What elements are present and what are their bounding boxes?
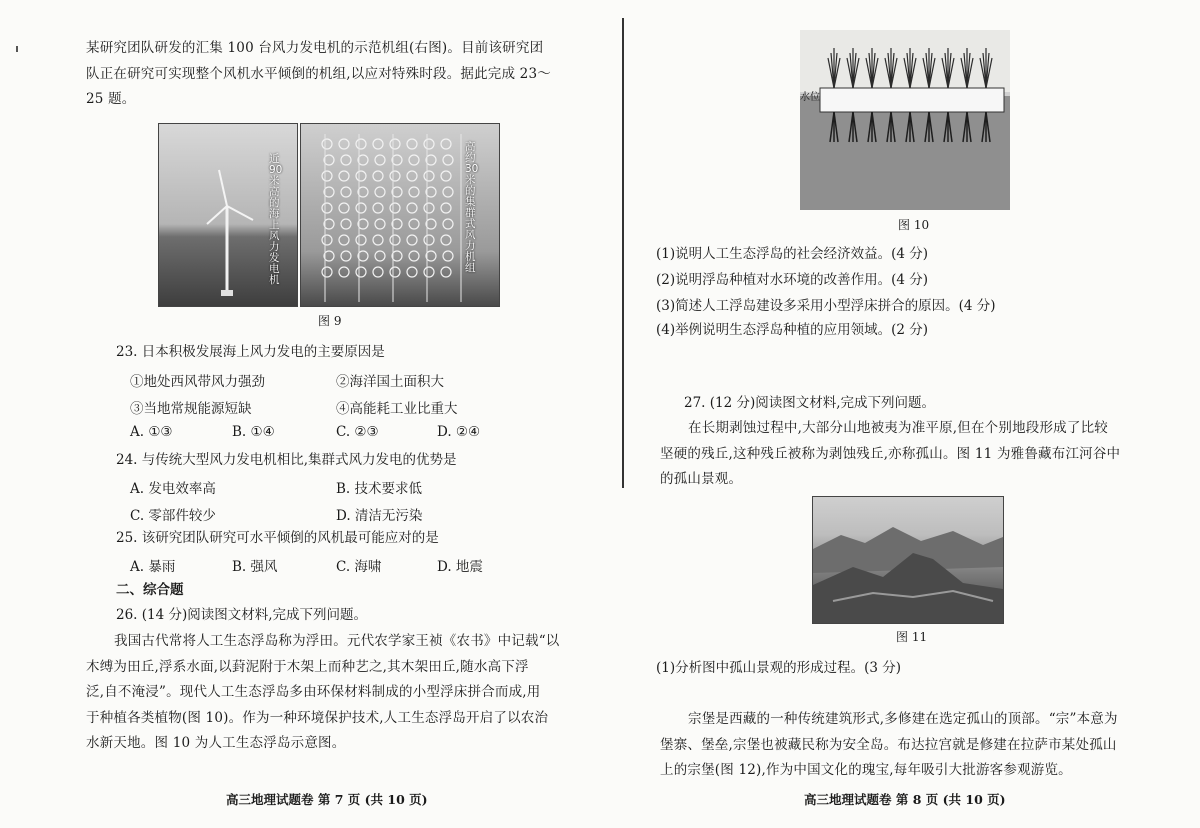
q24-option-d: D. 清洁无污染 <box>336 508 423 524</box>
small-turbine-rotor <box>443 155 453 165</box>
small-turbine-rotor <box>339 235 349 245</box>
small-turbine-rotor <box>341 187 351 197</box>
intro-line: 某研究团队研发的汇集 100 台风力发电机的示范机组(右图)。目前该研究团 <box>86 40 544 56</box>
small-turbine-rotor <box>390 139 400 149</box>
q25-option-d: D. 地震 <box>437 559 483 575</box>
figure9-cluster-turbine-photo <box>300 123 500 307</box>
small-turbine-rotor <box>322 267 332 277</box>
small-turbine-rotor <box>441 267 451 277</box>
small-turbine-rotor <box>341 219 351 229</box>
small-turbine-rotor <box>390 171 400 181</box>
q23-option-a: A. ①③ <box>130 424 173 440</box>
q23-option-d: D. ②④ <box>437 424 481 440</box>
q26-line: 木缚为田丘,浮系水面,以葑泥附于木架上而种艺之,其木架田丘,随水高下浮 <box>86 658 529 675</box>
turbine-blade <box>219 170 227 206</box>
small-turbine-rotor <box>443 251 453 261</box>
small-turbine-rotor <box>424 203 434 213</box>
right-footer: 高三地理试题卷 第 8 页 (共 10 页) <box>804 792 1006 807</box>
small-turbine-rotor <box>322 235 332 245</box>
figure9-left-label: 近90米高的海上风力发电机 <box>269 153 283 286</box>
small-turbine-rotor <box>373 171 383 181</box>
section-title: 二、综合题 <box>116 582 184 598</box>
turbine-blade <box>207 206 227 224</box>
small-turbine-rotor <box>373 203 383 213</box>
q26-sub4: (4)举例说明生态浮岛种植的应用领域。(2 分) <box>656 322 929 338</box>
dzong-line: 宗堡是西藏的一种传统建筑形式,多修建在选定孤山的顶部。“宗”本意为 <box>688 711 1118 727</box>
float-bed <box>820 88 1004 112</box>
page-divider <box>622 18 624 488</box>
small-turbine-rotor <box>409 251 419 261</box>
small-turbine-rotor <box>356 203 366 213</box>
figure11-caption: 图 11 <box>896 630 928 644</box>
q26-paragraph <box>86 629 560 757</box>
q23-stem: 23. 日本积极发展海上风力发电的主要原因是 <box>116 344 385 360</box>
small-turbine-rotor <box>424 235 434 245</box>
dzong-line: 堡寨、堡垒,宗堡也被藏民称为安全岛。布达拉宫就是修建在拉萨市某处孤山 <box>660 736 1117 753</box>
q23-statement: ④高能耗工业比重大 <box>336 401 458 417</box>
q27-paragraph <box>660 416 1120 493</box>
small-turbine-rotor <box>339 203 349 213</box>
small-turbine-rotor <box>322 203 332 213</box>
small-turbine-rotor <box>407 267 417 277</box>
q26-line: 于种植各类植物(图 10)。作为一种环境保护技术,人工生态浮岛开启了以农治 <box>86 709 549 726</box>
small-turbine-rotor <box>441 171 451 181</box>
small-turbine-rotor <box>441 139 451 149</box>
small-turbine-rotor <box>443 187 453 197</box>
q27-line: 在长期剥蚀过程中,大部分山地被夷为准平原,但在个别地段形成了比较 <box>688 420 1108 436</box>
small-turbine-rotor <box>341 251 351 261</box>
figure11-isolated-hill-photo <box>812 496 1004 624</box>
small-turbine-rotor <box>356 267 366 277</box>
intro-line: 队正在研究可实现整个风机水平倾倒的机组,以应对特殊时段。据此完成 23～ <box>86 65 551 82</box>
small-turbine-rotor <box>373 267 383 277</box>
q26-line: 我国古代常将人工生态浮岛称为浮田。元代农学家王祯《农书》中记载“以 <box>114 633 560 649</box>
right-page <box>628 0 1200 828</box>
figure10-caption: 图 10 <box>898 218 930 232</box>
small-turbine-rotor <box>424 139 434 149</box>
water-level-label: 水位 <box>800 92 820 103</box>
q26-sub1: (1)说明人工生态浮岛的社会经济效益。(4 分) <box>656 246 929 262</box>
q27-sub1: (1)分析图中孤山景观的形成过程。(3 分) <box>656 660 902 676</box>
small-turbine-rotor <box>424 171 434 181</box>
q23-option-c: C. ②③ <box>336 424 379 440</box>
small-turbine-rotor <box>373 235 383 245</box>
small-turbine-rotor <box>443 219 453 229</box>
q25-option-a: A. 暴雨 <box>130 559 176 575</box>
small-turbine-rotor <box>390 235 400 245</box>
q23-statement: ②海洋国土面积大 <box>336 374 444 390</box>
small-turbine-rotor <box>375 187 385 197</box>
small-turbine-rotor <box>322 171 332 181</box>
q24-stem: 24. 与传统大型风力发电机相比,集群式风力发电的优势是 <box>116 452 457 468</box>
intro-paragraph <box>86 36 551 113</box>
small-turbine-rotor <box>407 139 417 149</box>
turbine-blade <box>227 206 253 220</box>
dzong-line: 上的宗堡(图 12),作为中国文化的瑰宝,每年吸引大批游客参观游览。 <box>660 762 1072 778</box>
q25-stem: 25. 该研究团队研究可水平倾倒的风机最可能应对的是 <box>116 530 439 546</box>
q25-option-c: C. 海啸 <box>336 559 382 575</box>
figure9-right-label: 高约30米的集群式风力机组 <box>465 141 479 274</box>
q26-sub2: (2)说明浮岛种植对水环境的改善作用。(4 分) <box>656 272 929 288</box>
small-turbine-rotor <box>339 171 349 181</box>
figure9-caption: 图 9 <box>318 314 342 328</box>
small-turbine-rotor <box>322 139 332 149</box>
small-turbine-rotor <box>339 267 349 277</box>
q24-option-b: B. 技术要求低 <box>336 481 423 497</box>
turbine-base <box>221 290 233 296</box>
small-turbine-rotor <box>375 219 385 229</box>
small-turbine-rotor <box>409 187 419 197</box>
small-turbine-rotor <box>424 267 434 277</box>
floating-island-svg <box>800 30 1010 210</box>
small-turbine-rotor <box>341 155 351 165</box>
figure9-wind-turbine-photo <box>158 123 298 307</box>
small-turbine-rotor <box>339 139 349 149</box>
q23-statement: ①地处西风带风力强劲 <box>130 374 265 390</box>
small-turbine-rotor <box>375 155 385 165</box>
q25-option-b: B. 强风 <box>232 559 278 575</box>
q27-line: 坚硬的残丘,这种残丘被称为剥蚀残丘,亦称孤山。图 11 为雅鲁藏布江河谷中 <box>660 445 1121 462</box>
small-turbine-rotor <box>441 235 451 245</box>
dzong-paragraph <box>660 707 1118 784</box>
small-turbine-rotor <box>375 251 385 261</box>
small-turbine-rotor <box>373 139 383 149</box>
q26-sub3: (3)简述人工浮岛建设多采用小型浮床拼合的原因。(4 分) <box>656 298 996 314</box>
q24-option-a: A. 发电效率高 <box>130 481 216 497</box>
small-turbine-rotor <box>409 219 419 229</box>
q23-statement: ③当地常规能源短缺 <box>130 401 252 417</box>
q27-line: 的孤山景观。 <box>660 471 743 487</box>
small-turbine-rotor <box>409 155 419 165</box>
q26-stem: 26. (14 分)阅读图文材料,完成下列问题。 <box>116 607 368 623</box>
q23-option-b: B. ①④ <box>232 424 275 440</box>
figure10-floating-island-diagram <box>800 30 1010 210</box>
q26-line: 水新天地。图 10 为人工生态浮岛示意图。 <box>86 735 346 751</box>
small-turbine-rotor <box>407 235 417 245</box>
small-turbine-rotor <box>407 203 417 213</box>
small-turbine-rotor <box>407 171 417 181</box>
small-turbine-rotor <box>390 267 400 277</box>
small-turbine-rotor <box>390 203 400 213</box>
left-footer: 高三地理试题卷 第 7 页 (共 10 页) <box>226 792 428 807</box>
intro-line: 25 题。 <box>86 91 136 107</box>
small-turbine-rotor <box>356 139 366 149</box>
small-turbine-rotor <box>356 171 366 181</box>
small-turbine-rotor <box>441 203 451 213</box>
q26-line: 泛,自不淹浸”。现代人工生态浮岛多由环保材料制成的小型浮床拼合而成,用 <box>86 684 541 700</box>
q27-stem: 27. (12 分)阅读图文材料,完成下列问题。 <box>684 395 936 411</box>
q24-option-c: C. 零部件较少 <box>130 508 216 524</box>
small-turbine-rotor <box>356 235 366 245</box>
